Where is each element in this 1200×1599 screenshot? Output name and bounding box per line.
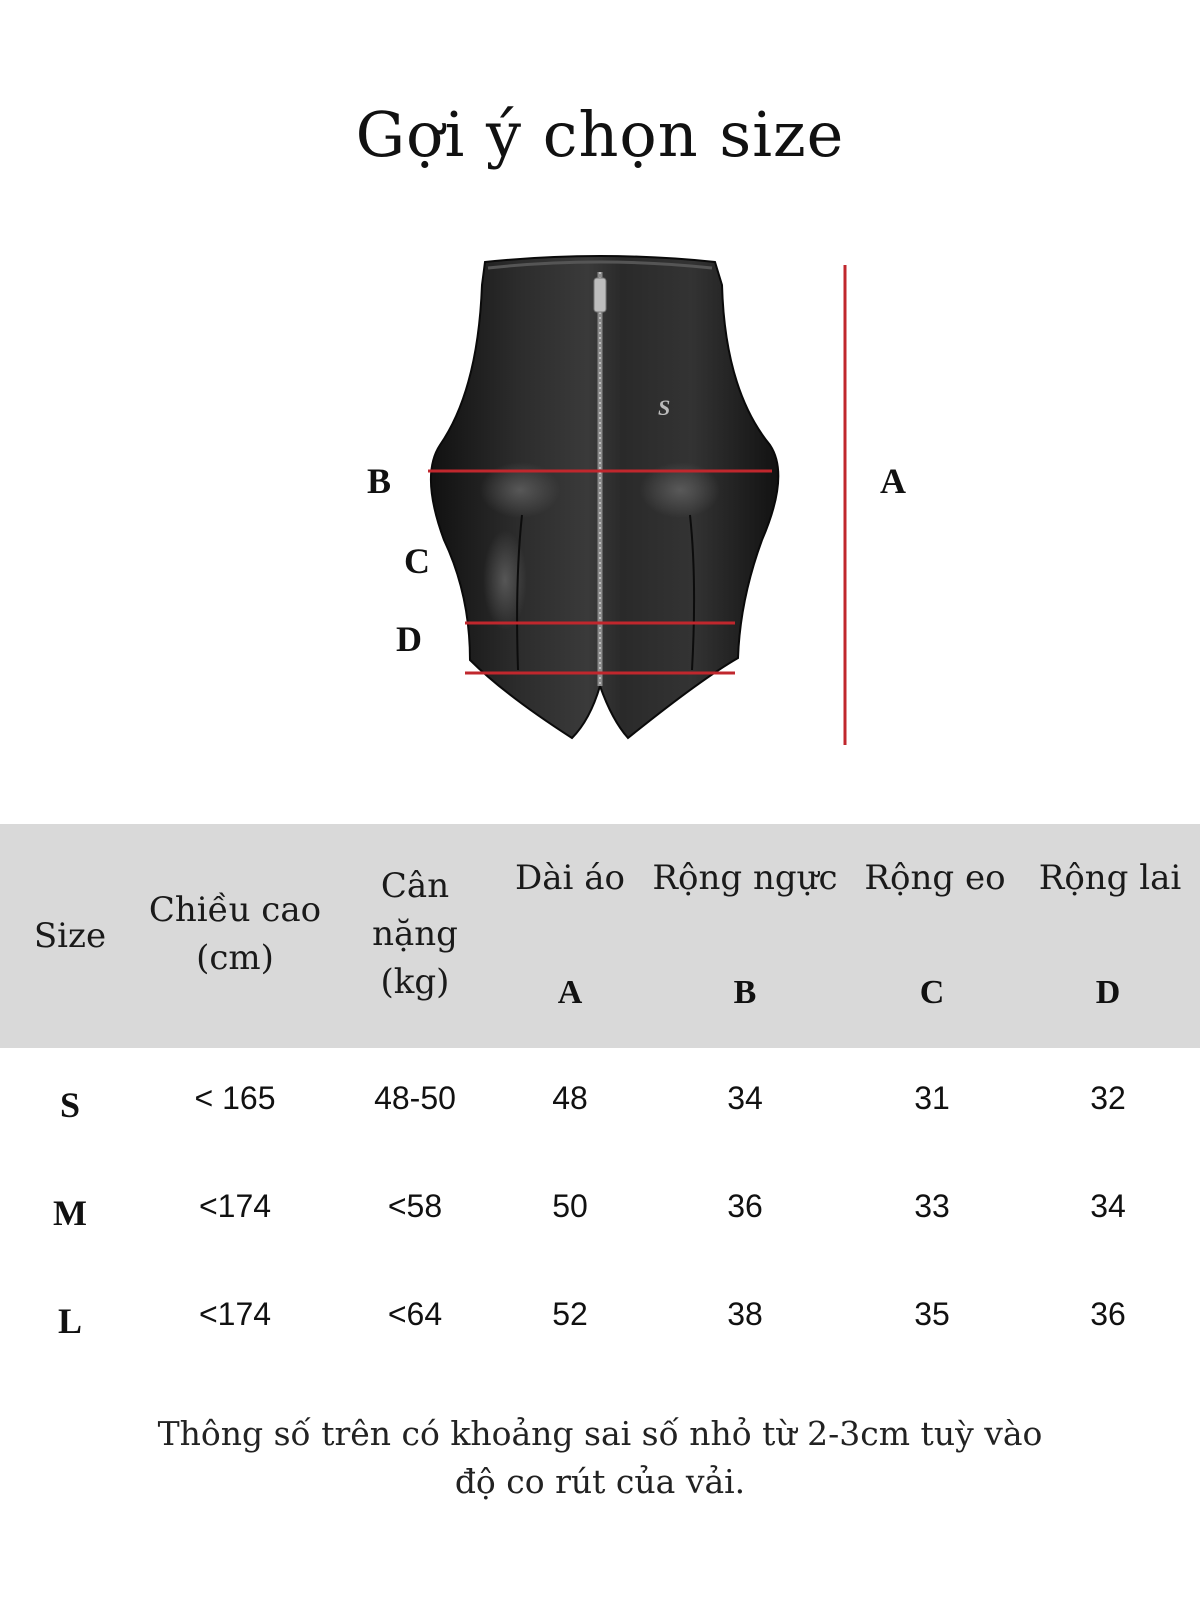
cell-c: 35 xyxy=(914,1296,950,1332)
table-row xyxy=(0,1296,1200,1356)
label-b: B xyxy=(367,461,392,501)
header-length: Dài áo xyxy=(515,858,625,898)
cell-height: <174 xyxy=(198,1188,272,1224)
footnote-line-2: độ co rút của vải. xyxy=(454,1462,746,1501)
cell-weight: 48-50 xyxy=(374,1080,456,1116)
cell-a: 50 xyxy=(552,1188,588,1224)
cell-d: 36 xyxy=(1090,1296,1126,1332)
logo-mark: S xyxy=(658,395,671,420)
page-title: Gợi ý chọn size xyxy=(355,98,845,171)
header-hem: Rộng lai xyxy=(1038,858,1182,898)
header-weight: Cân nặng (kg) xyxy=(372,866,458,1002)
cell-d: 32 xyxy=(1090,1080,1126,1116)
cell-b: 38 xyxy=(727,1296,763,1332)
cell-weight: <64 xyxy=(387,1296,443,1332)
header-size: Size xyxy=(33,916,107,956)
cell-height: < 165 xyxy=(194,1080,276,1116)
cell-weight: <58 xyxy=(387,1188,443,1224)
cell-c: 31 xyxy=(914,1080,950,1116)
header-letter-d: D xyxy=(1095,974,1121,1011)
cell-a: 48 xyxy=(552,1080,588,1116)
table-row xyxy=(0,1188,1200,1248)
cell-b: 34 xyxy=(727,1080,763,1116)
header-letter-b: B xyxy=(733,974,757,1011)
label-d: D xyxy=(396,619,422,659)
cell-height: <174 xyxy=(198,1296,272,1332)
garment-diagram xyxy=(0,250,1200,750)
garment-illustration xyxy=(0,250,1200,750)
header-height: Chiều cao (cm) xyxy=(148,890,322,978)
cell-size: S xyxy=(59,1085,81,1125)
cell-d: 34 xyxy=(1090,1188,1126,1224)
header-chest: Rộng ngực xyxy=(652,858,838,898)
footnote xyxy=(150,1410,1050,1506)
table-row xyxy=(0,1080,1200,1140)
cell-b: 36 xyxy=(727,1188,763,1224)
footnote-line-1: Thông số trên có khoảng sai số nhỏ từ 2-3cm tuỳ vào xyxy=(157,1414,1043,1453)
label-a: A xyxy=(880,461,906,501)
header-letter-a: A xyxy=(557,974,583,1011)
size-table-header xyxy=(0,824,1200,1048)
header-letter-c: C xyxy=(919,974,945,1011)
label-c: C xyxy=(404,541,430,581)
cell-size: L xyxy=(57,1301,82,1341)
cell-a: 52 xyxy=(552,1296,588,1332)
cell-size: M xyxy=(53,1193,87,1233)
cell-c: 33 xyxy=(914,1188,950,1224)
header-waist: Rộng eo xyxy=(864,858,1006,898)
